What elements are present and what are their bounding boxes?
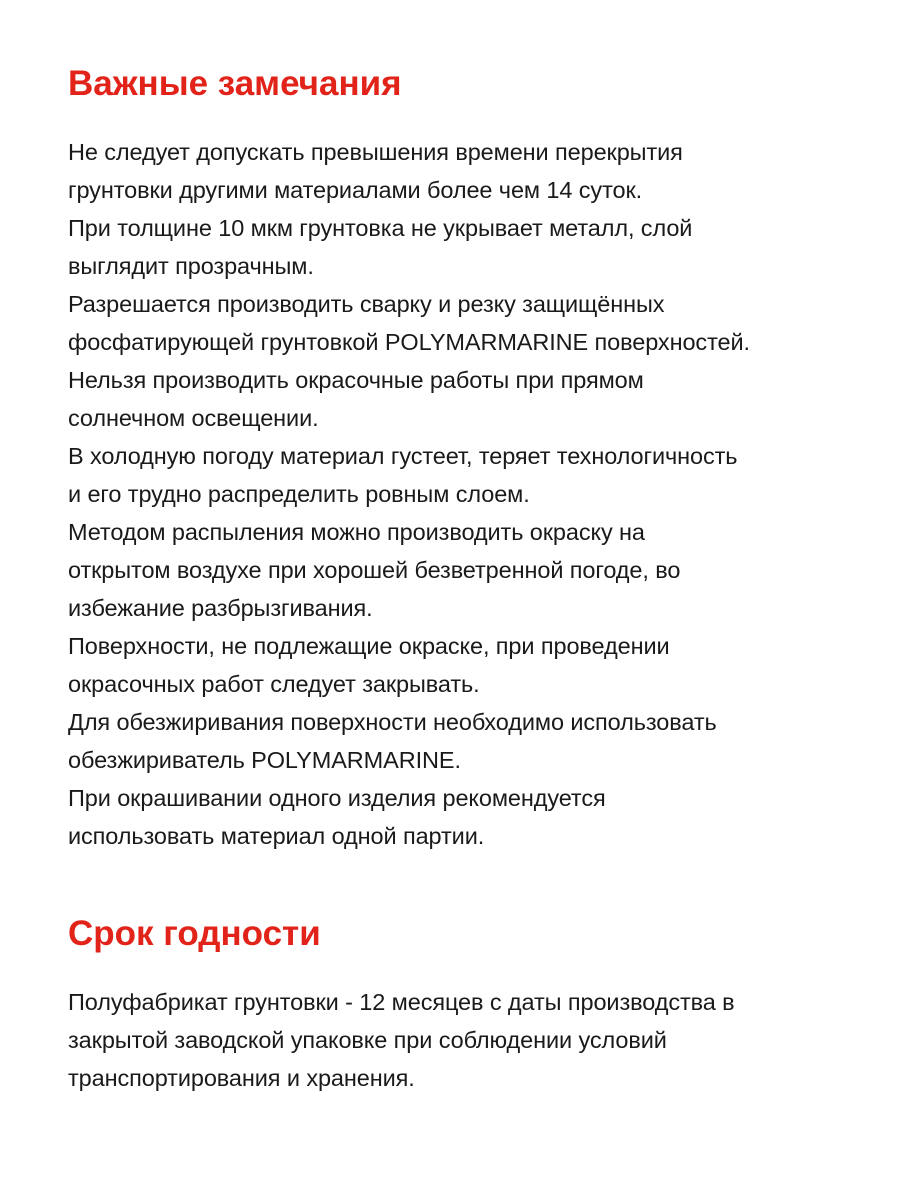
- text-line: избежание разбрызгивания.: [68, 595, 373, 621]
- text-line: транспортирования и хранения.: [68, 1065, 415, 1091]
- text-line: закрытой заводской упаковке при соблюдении условий: [68, 1027, 667, 1053]
- text-line: фосфатирующей грунтовкой POLYMARMARINE поверхностей.: [68, 329, 750, 355]
- important-notes-heading: Важные замечания: [68, 64, 402, 103]
- text-line: Поверхности, не подлежащие окраске, при проведении: [68, 633, 670, 659]
- important-notes-text: [68, 133, 750, 855]
- text-line: обезжириватель POLYMARMARINE.: [68, 747, 461, 773]
- text-line: Методом распыления можно производить окраску на: [68, 519, 645, 545]
- text-line: открытом воздухе при хорошей безветренной погоде, во: [68, 557, 681, 583]
- text-line: При толщине 10 мкм грунтовка не укрывает металл, слой: [68, 215, 693, 241]
- text-line: Разрешается производить сварку и резку защищённых: [68, 291, 665, 317]
- text-line: Для обезжиривания поверхности необходимо использовать: [68, 709, 717, 735]
- text-line: солнечном освещении.: [68, 405, 319, 431]
- text-line: В холодную погоду материал густеет, теряет технологичность: [68, 443, 738, 469]
- text-line: Не следует допускать превышения времени перекрытия: [68, 139, 683, 165]
- text-line: выглядит прозрачным.: [68, 253, 314, 279]
- text-line: Нельзя производить окрасочные работы при прямом: [68, 367, 644, 393]
- text-line: Полуфабрикат грунтовки - 12 месяцев с даты производства в: [68, 989, 735, 1015]
- text-line: грунтовки другими материалами более чем 14 суток.: [68, 177, 643, 203]
- text-line: окрасочных работ следует закрывать.: [68, 671, 480, 697]
- text-line: и его трудно распределить ровным слоем.: [68, 481, 530, 507]
- shelf-life-heading: Срок годности: [68, 914, 321, 953]
- text-line: использовать материал одной партии.: [68, 823, 485, 849]
- text-line: При окрашивании одного изделия рекомендуется: [68, 785, 606, 811]
- shelf-life-text: [68, 983, 735, 1097]
